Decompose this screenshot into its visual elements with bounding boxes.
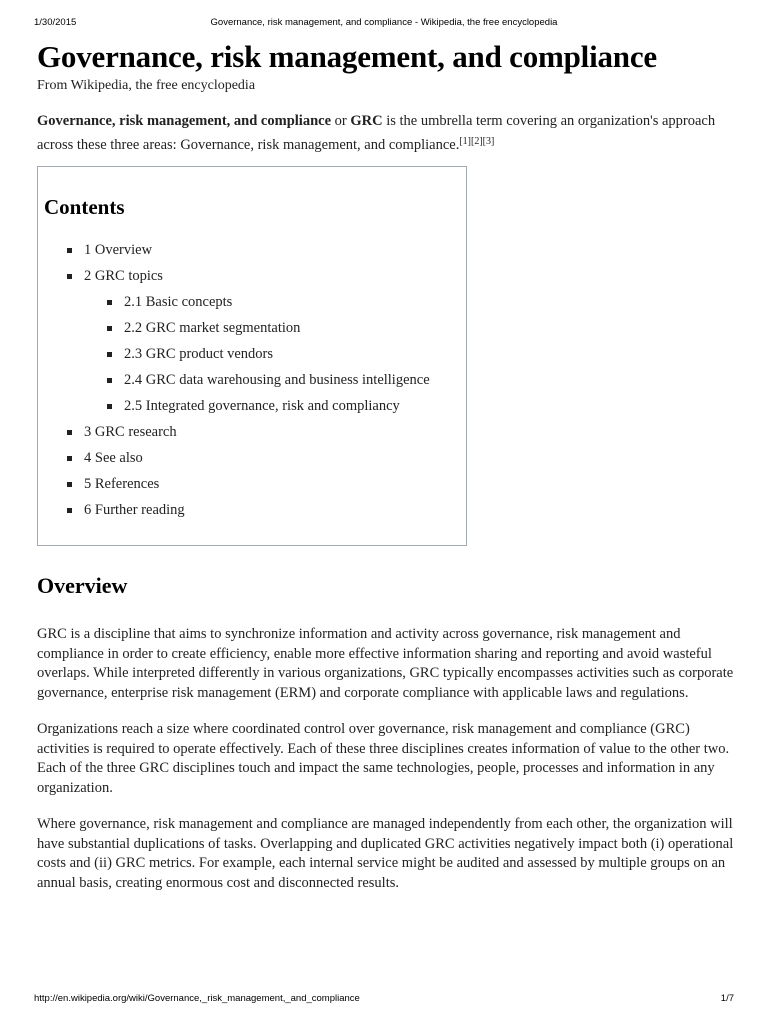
- toc-subitem-label[interactable]: 2.2 GRC market segmentation: [124, 320, 301, 336]
- toc-item-label[interactable]: 5 References: [84, 476, 160, 492]
- article-tagline: From Wikipedia, the free encyclopedia: [37, 78, 256, 93]
- bullet-icon: [107, 378, 112, 383]
- toc-item[interactable]: [44, 445, 466, 471]
- page-number: 1/7: [720, 993, 734, 1004]
- toc-item[interactable]: [44, 497, 466, 523]
- toc-item-label[interactable]: 6 Further reading: [84, 502, 185, 518]
- citation-group: [459, 136, 494, 147]
- overview-heading: Overview: [37, 573, 128, 598]
- toc-subitem-label[interactable]: 2.3 GRC product vendors: [124, 346, 274, 362]
- toc-subitem[interactable]: [44, 289, 466, 315]
- intro-abbrev: GRC: [350, 113, 383, 129]
- toc-item[interactable]: [44, 237, 466, 263]
- toc-item[interactable]: [44, 263, 466, 419]
- print-header: [0, 17, 768, 31]
- bullet-icon: [107, 300, 112, 305]
- intro-or-text: or: [331, 113, 351, 129]
- toc-subitem[interactable]: [44, 393, 466, 419]
- bullet-icon: [67, 482, 72, 487]
- article-title: Governance, risk management, and compliance: [37, 39, 657, 74]
- table-of-contents: [37, 166, 467, 546]
- toc-subitem-label[interactable]: 2.5 Integrated governance, risk and compliancy: [124, 398, 400, 414]
- bullet-icon: [67, 456, 72, 461]
- citation-link[interactable]: [1]: [459, 136, 471, 147]
- bullet-icon: [107, 404, 112, 409]
- toc-subitem[interactable]: [44, 341, 466, 367]
- intro-paragraph: [37, 109, 737, 157]
- toc-list: [44, 237, 466, 523]
- bullet-icon: [67, 508, 72, 513]
- overview-paragraph: Organizations reach a size where coordinated control over governance, risk management and compliance (GRC) activities is required to operate effectively. Each of these three disciplines creates information of value to the other two. Each of the three GRC disciplines touch and impact the same technologies, people, processes and information in any organization.: [37, 721, 730, 796]
- bullet-icon: [67, 248, 72, 253]
- toc-item-label[interactable]: 3 GRC research: [84, 424, 177, 440]
- bullet-icon: [107, 352, 112, 357]
- toc-subitem-label[interactable]: 2.1 Basic concepts: [124, 294, 233, 310]
- print-page-title: Governance, risk management, and compliance - Wikipedia, the free encyclopedia: [210, 17, 558, 28]
- print-footer: [0, 993, 768, 1007]
- citation-link[interactable]: [2]: [471, 136, 483, 147]
- bullet-icon: [107, 326, 112, 331]
- toc-heading: Contents: [44, 195, 125, 219]
- overview-paragraph: GRC is a discipline that aims to synchronize information and activity across governance, risk management and compliance in order to create efficiency, enable more effective information sharing and reporting and avoid wasteful overlaps. While interpreted differently in various organizations, GRC typically encompasses activities such as corporate governance, enterprise risk management (ERM) and corporate compliance with applicable laws and regulations.: [37, 626, 734, 701]
- overview-paragraph: Where governance, risk management and compliance are managed independently from each other, the organization will have substantial duplications of tasks. Overlapping and duplicated GRC activities negatively impact both (i) operational costs and (ii) GRC metrics. For example, each internal service might be audited and assessed by multiple groups on an annual basis, creating enormous cost and disconnected results.: [37, 816, 734, 891]
- bullet-icon: [67, 430, 72, 435]
- toc-item-label[interactable]: 1 Overview: [84, 242, 153, 258]
- bullet-icon: [67, 274, 72, 279]
- print-url: http://en.wikipedia.org/wiki/Governance,_risk_management,_and_compliance: [34, 993, 360, 1004]
- toc-sublist: [44, 289, 466, 419]
- toc-item-label[interactable]: 4 See also: [84, 450, 143, 466]
- toc-subitem-label[interactable]: 2.4 GRC data warehousing and business intelligence: [124, 372, 430, 388]
- intro-rest: is the umbrella term covering an organization's approach across these three areas: Governance, risk management, and compliance.: [37, 113, 716, 153]
- article-content: [37, 38, 737, 893]
- intro-bold-term: Governance, risk management, and compliance: [37, 113, 332, 129]
- print-date: 1/30/2015: [34, 17, 77, 28]
- toc-subitem[interactable]: [44, 315, 466, 341]
- toc-item[interactable]: [44, 471, 466, 497]
- citation-link[interactable]: [3]: [482, 136, 495, 147]
- toc-item[interactable]: [44, 419, 466, 445]
- toc-item-label[interactable]: 2 GRC topics: [84, 268, 163, 284]
- toc-subitem[interactable]: [44, 367, 466, 393]
